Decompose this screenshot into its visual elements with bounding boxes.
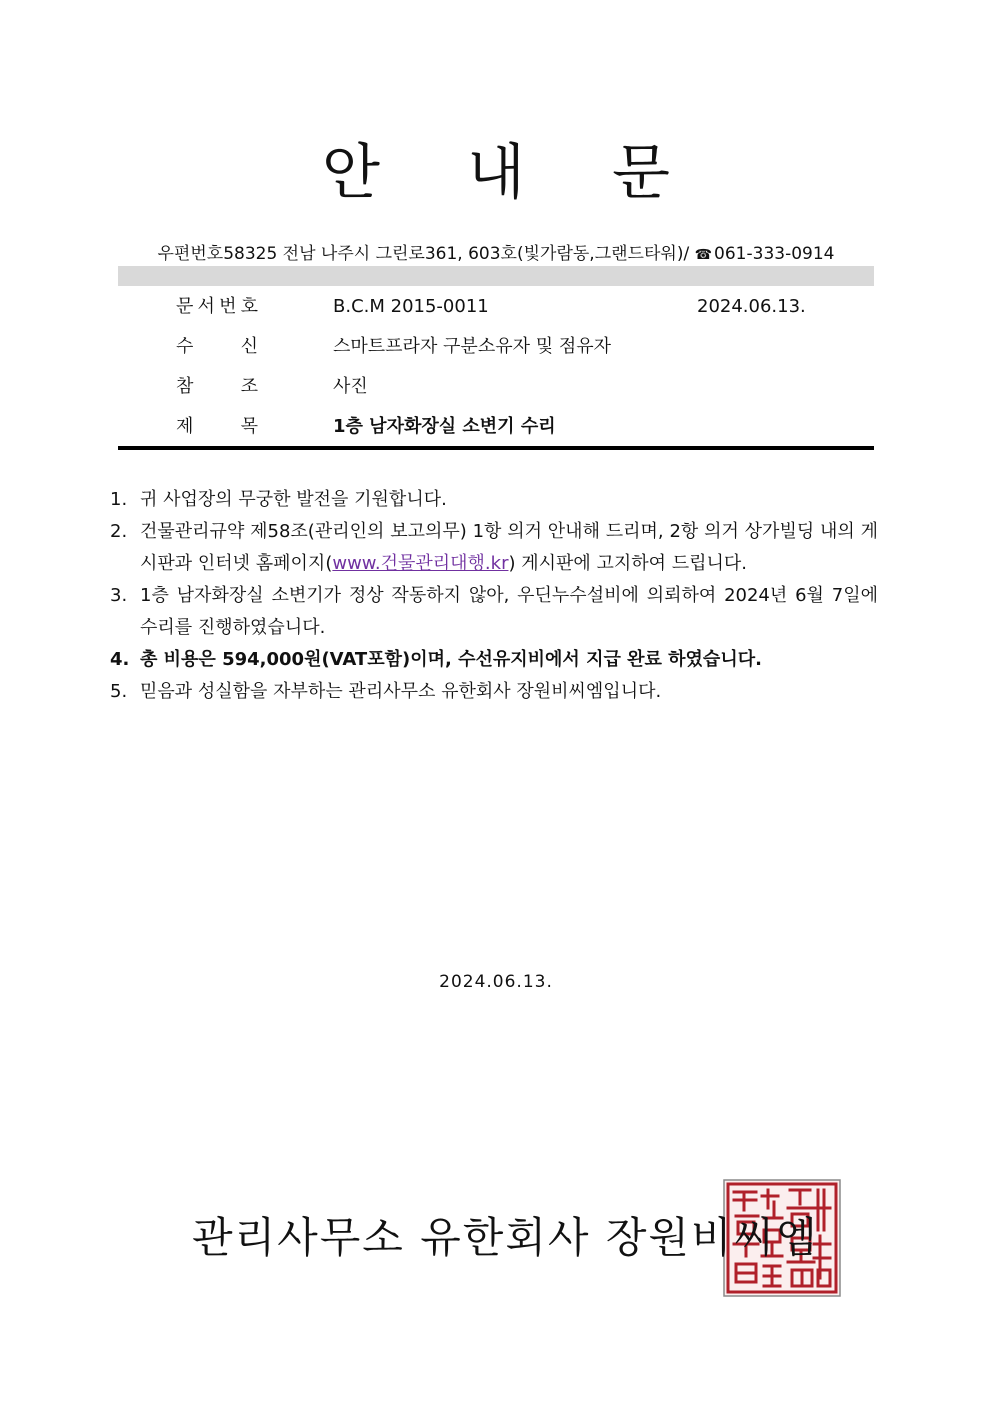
meta-row-reference: [176, 372, 876, 402]
body-list: [110, 484, 878, 708]
meta-row-doc-no: [176, 292, 876, 322]
list-item: 1. 귀 사업장의 무궁한 발전을 기원합니다.: [110, 489, 447, 510]
header-divider-bar: [118, 266, 874, 286]
phone-number: 061-333-0914: [714, 244, 835, 264]
list-item: 2. 건물관리규약 제58조(관리인의 보고의무) 1항 의거 안내해 드리며, 2항 의거 상가빌딩 내의 게시판과 인터넷 홈페이지(www.건물관리대행.kr) 게시판에 고지하여 드립니다.: [110, 521, 878, 574]
doc-date: 2024.06.13.: [697, 296, 806, 317]
list-item: 3. 1층 남자화장실 소변기가 정상 작동하지 않아, 우딘누수설비에 의뢰하여 2024년 6월 7일에 수리를 진행하였습니다.: [110, 585, 878, 638]
subject-value: 1층 남자화장실 소변기 수리: [333, 416, 556, 437]
subject-label: 제 목: [176, 416, 258, 437]
homepage-link[interactable]: www.건물관리대행.kr: [332, 553, 509, 574]
footer-date: 2024.06.13.: [439, 972, 553, 992]
doc-no-label: 문 서 번 호: [176, 296, 258, 317]
address-text: 우편번호58325 전남 나주시 그린로361, 603호(빛가람동,그랜드타워)/: [157, 244, 690, 264]
signature-line: 관리사무소 유한회사 장원비씨엠: [192, 1213, 819, 1262]
recipient-label: 수 신: [176, 336, 258, 357]
doc-no-value: B.C.M 2015-0011: [333, 296, 489, 317]
list-item-cost: 4. 총 비용은 594,000원(VAT포함)이며, 수선유지비에서 지급 완료 하였습니다.: [110, 649, 762, 670]
header-bottom-rule: [118, 446, 874, 450]
recipient-value: 스마트프라자 구분소유자 및 점유자: [333, 336, 611, 357]
list-item: 5. 믿음과 성실함을 자부하는 관리사무소 유한회사 장원비씨엠입니다.: [110, 681, 662, 702]
document-title: 안 내 문: [321, 138, 705, 208]
sender-address: [0, 242, 992, 267]
meta-row-subject: [176, 412, 876, 442]
meta-row-recipient: [176, 332, 876, 362]
reference-label: 참 조: [176, 376, 258, 397]
reference-value: 사진: [333, 376, 368, 397]
telephone-icon: ☎: [694, 247, 713, 263]
